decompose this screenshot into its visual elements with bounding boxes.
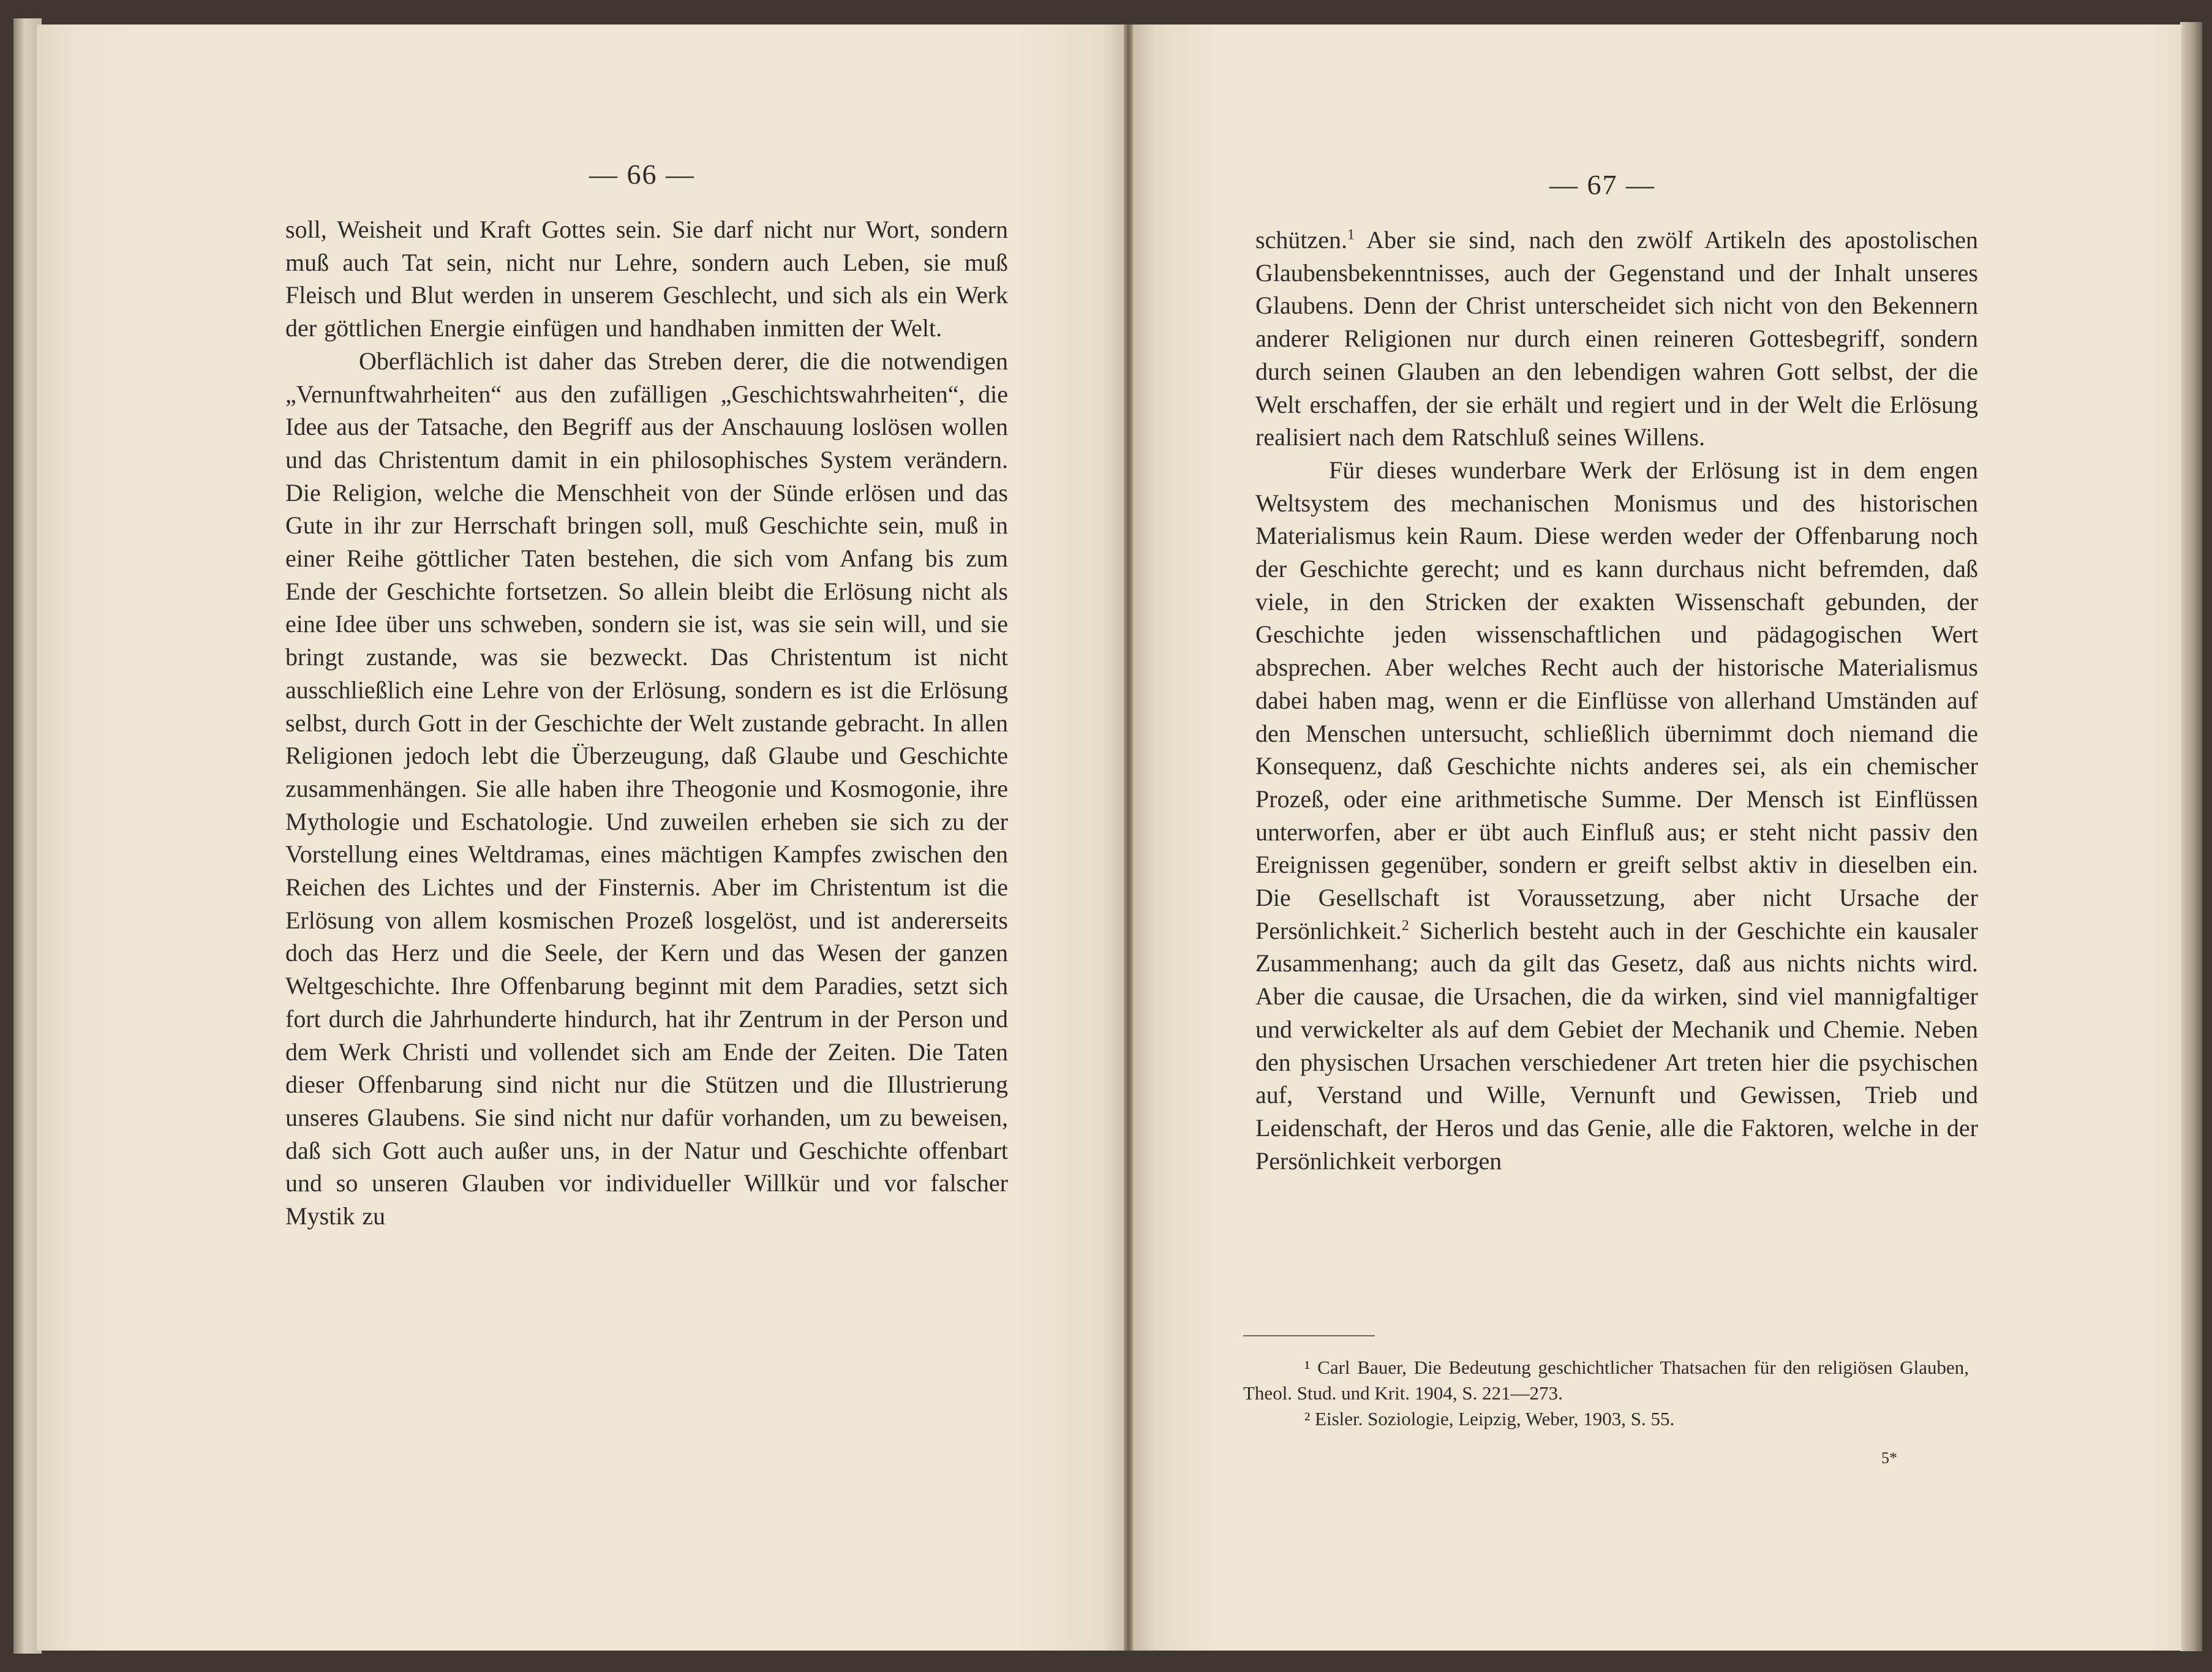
right-paragraph-1 — [1255, 224, 1978, 454]
right-paragraph-2 — [1255, 454, 1978, 1177]
right-p1-start: schützen. — [1255, 226, 1347, 254]
footnote-divider — [1243, 1335, 1375, 1336]
left-page-number: — 66 — — [589, 159, 695, 190]
printer-signature-mark: 5* — [1881, 1449, 1897, 1467]
right-p1-end: Aber sie sind, nach den zwölf Artikeln des apostolischen Glaubensbekenntnisses, auch der Gegenstand und der Inhalt unseres Glaubens. Denn der Christ unterscheidet sich nicht von den Bekennern anderer Religionen nur durch einen reineren Gottesbegriff, sondern durch seinen Glauben an den lebendigen wahren Gott selbst, der die Welt erschaffen, der sie erhält und regiert und in der Welt die Erlösung realisiert nach dem Ratschluß seines Willens. — [1255, 226, 1978, 451]
footnote-1: ¹ Carl Bauer, Die Bedeutung geschichtlicher Thatsachen für den religiösen Glauben, Theol. Stud. und Krit. 1904, S. 221—273. — [1243, 1357, 1969, 1404]
left-page-text — [285, 213, 1008, 1233]
book-gutter — [1124, 24, 1133, 1651]
right-p2-start: Für dieses wunderbare Werk der Erlösung ist in dem engen Weltsystem des mechanischen Monismus und des historischen Materialismus kein Raum. Diese werden weder der Offenbarung noch der Geschichte gerecht; und es kann durchaus nicht befremden, daß viele, in den Stricken der exakten Wissenschaft gebunden, der Geschichte jeden wissenschaftlichen und pädagogischen Wert absprechen. Aber welches Recht auch der historische Materialismus dabei haben mag, wenn er die Einflüsse von allerhand Umständen auf den Menschen untersucht, schließlich übernimmt doch niemand die Konsequenz, daß Geschichte nichts anderes sei, als ein chemischer Prozeß, oder eine arithmetische Summe. Der Mensch ist Einflüssen unterworfen, aber er übt auch Einfluß aus; er steht nicht passiv den Ereignissen gegenüber, sondern er greift selbst aktiv in dieselben ein. Die Gesellschaft ist Voraussetzung, aber nicht Ursache der Persönlichkeit. — [1255, 456, 1978, 944]
right-p2-end: Sicherlich besteht auch in der Geschichte ein kausaler Zusammenhang; auch da gilt das Gesetz, daß aus nichts nichts wird. Aber die causae, die Ursachen, die da wirken, sind viel mannigfaltiger und verwickelter als auf dem Gebiet der Mechanik und Chemie. Neben den physischen Ursachen verschiedener Art treten hier die psychischen auf, Verstand und Wille, Vernunft und Gewissen, Trieb und Leidenschaft, der Heros und das Genie, alle die Faktoren, welche in der Persönlichkeit verborgen — [1255, 916, 1978, 1175]
left-paragraph-1: soll, Weisheit und Kraft Gottes sein. Sie darf nicht nur Wort, sondern muß auch Tat sein, nicht nur Lehre, sondern auch Leben, sie muß Fleisch und Blut werden in unserem Geschlecht, und sich als ein Werk der göttlichen Energie einfügen und handhaben inmitten der Welt. — [285, 216, 1008, 342]
footnotes — [1243, 1355, 1969, 1432]
footnote-2: ² Eisler. Soziologie, Leipzig, Weber, 1903, S. 55. — [1304, 1408, 1675, 1429]
right-page-number: — 67 — — [1549, 169, 1655, 200]
left-paragraph-2: Oberflächlich ist daher das Streben derer, die die notwendigen „Vernunftwahrheiten“ aus den zufälligen „Geschichtswahrheiten“, die Idee aus der Tatsache, den Begriff aus der Anschauung loslösen wollen und das Christentum damit in ein philosophisches System verändern. Die Religion, welche die Menschheit von der Sünde erlösen und das Gute in ihr zur Herrschaft bringen soll, muß Geschichte sein, muß in einer Reihe göttlicher Taten bestehen, die sich vom Anfang bis zum Ende der Geschichte fortsetzen. So allein bleibt die Erlösung nicht als eine Idee über uns schweben, sondern sie ist, was sie sein will, und sie bringt zustande, was sie bezweckt. Das Christentum ist nicht ausschließlich eine Lehre von der Erlösung, sondern es ist die Erlösung selbst, durch Gott in der Geschichte der Welt zustande gebracht. In allen Religionen jedoch lebt die Überzeugung, daß Glaube und Geschichte zusammenhängen. Sie alle haben ihre Theogonie und Kosmogonie, ihre Mythologie und Eschatologie. Und zuweilen erheben sie sich zu der Vorstellung eines Weltdramas, eines mächtigen Kampfes zwischen den Reichen des Lichtes und der Finsternis. Aber im Christentum ist die Erlösung von allem kosmischen Prozeß losgelöst, und ist andererseits doch das Herz und die Seele, der Kern und das Wesen der ganzen Weltgeschichte. Ihre Offenbarung beginnt mit dem Paradies, setzt sich fort durch die Jahrhunderte hindurch, hat ihr Zentrum in der Person und dem Werk Christi und vollendet sich am Ende der Zeiten. Die Taten dieser Offenbarung sind nicht nur die Stützen und die Illustrierung unseres Glaubens. Sie sind nicht nur dafür vorhanden, um zu beweisen, daß sich Gott auch außer uns, in der Natur und Geschichte offenbart und so unseren Glauben vor individueller Willkür und vor falscher Mystik zu — [285, 347, 1008, 1230]
right-book-edge — [2180, 22, 2202, 1651]
right-page-text — [1255, 224, 1978, 1177]
footnote-ref-2: 2 — [1401, 917, 1409, 934]
footnote-ref-1: 1 — [1347, 227, 1355, 243]
